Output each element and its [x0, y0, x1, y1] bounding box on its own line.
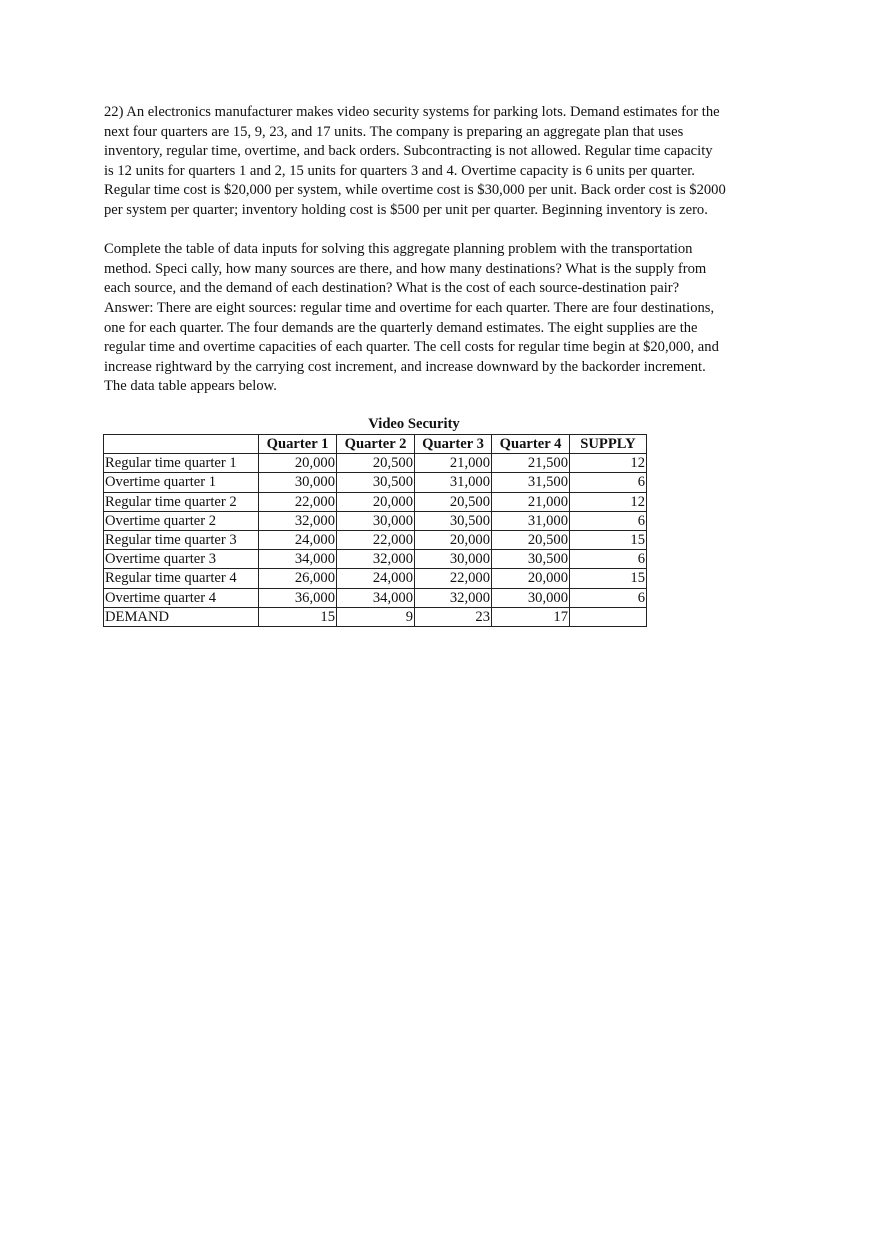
value-cell: 30,000 — [492, 588, 570, 607]
value-cell: 24,000 — [259, 530, 337, 549]
text-line: The data table appears below. — [104, 378, 277, 395]
table-row — [104, 588, 647, 607]
text-line: inventory, regular time, overtime, and back orders. Subcontracting is not allowed. Regular time capacity — [104, 143, 713, 160]
value-cell: 6 — [570, 511, 647, 530]
value-cell: 34,000 — [259, 550, 337, 569]
value-cell: 6 — [570, 588, 647, 607]
row-label-cell: Regular time quarter 4 — [104, 569, 259, 588]
row-label-cell: Regular time quarter 1 — [104, 454, 259, 473]
header-cell: Quarter 4 — [492, 435, 570, 454]
table-row — [104, 569, 647, 588]
value-cell: 6 — [570, 550, 647, 569]
row-label-cell: Overtime quarter 3 — [104, 550, 259, 569]
value-cell: 31,500 — [492, 473, 570, 492]
text-line: increase rightward by the carrying cost increment, and increase downward by the backorder increment. — [104, 358, 706, 375]
value-cell: 34,000 — [337, 588, 415, 607]
value-cell: 12 — [570, 492, 647, 511]
value-cell: 36,000 — [259, 588, 337, 607]
value-cell: 20,500 — [337, 454, 415, 473]
value-cell: 32,000 — [259, 511, 337, 530]
value-cell: 20,000 — [415, 530, 492, 549]
value-cell: 6 — [570, 473, 647, 492]
text-line: per system per quarter; inventory holding cost is $500 per unit per quarter. Beginning inventory is zero. — [104, 201, 708, 218]
value-cell: 12 — [570, 454, 647, 473]
table-row — [104, 530, 647, 549]
text-line: regular time and overtime capacities of each quarter. The cell costs for regular time begin at $20,000, and — [104, 339, 719, 356]
table-row — [104, 492, 647, 511]
value-cell: 21,000 — [492, 492, 570, 511]
value-cell: 30,000 — [415, 550, 492, 569]
value-cell: 22,000 — [337, 530, 415, 549]
value-cell: 31,000 — [492, 511, 570, 530]
table-row — [104, 511, 647, 530]
value-cell: 17 — [492, 607, 570, 626]
text-line: one for each quarter. The four demands are the quarterly demand estimates. The eight supplies are the — [104, 319, 698, 336]
value-cell: 30,000 — [337, 511, 415, 530]
value-cell: 26,000 — [259, 569, 337, 588]
text-line: each source, and the demand of each destination? What is the cost of each source-destination pair? — [104, 280, 680, 297]
header-cell: Quarter 3 — [415, 435, 492, 454]
value-cell: 30,500 — [492, 550, 570, 569]
value-cell: 24,000 — [337, 569, 415, 588]
header-row — [104, 435, 647, 454]
value-cell: 31,000 — [415, 473, 492, 492]
header-cell: Quarter 1 — [259, 435, 337, 454]
table-row — [104, 550, 647, 569]
text-line: Complete the table of data inputs for solving this aggregate planning problem with the transportation — [104, 241, 693, 258]
data-table-section — [103, 415, 649, 627]
value-cell: 20,000 — [259, 454, 337, 473]
value-cell: 9 — [337, 607, 415, 626]
table-title: Video Security — [368, 416, 460, 432]
value-cell: 30,000 — [259, 473, 337, 492]
row-label-cell: Regular time quarter 3 — [104, 530, 259, 549]
value-cell: 20,000 — [337, 492, 415, 511]
row-label-cell: DEMAND — [104, 607, 259, 626]
value-cell — [570, 607, 647, 626]
text-line: Answer: There are eight sources: regular time and overtime for each quarter. There are four destinations, — [104, 299, 715, 316]
answer-paragraph — [104, 240, 784, 397]
value-cell: 15 — [570, 569, 647, 588]
text-line: next four quarters are 15, 9, 23, and 17 units. The company is preparing an aggregate plan that uses — [104, 123, 684, 140]
text-line: Regular time cost is $20,000 per system, while overtime cost is $30,000 per unit. Back order cost is $2000 — [104, 182, 726, 199]
value-cell: 32,000 — [415, 588, 492, 607]
table-row — [104, 473, 647, 492]
data-table — [103, 434, 647, 627]
row-label-cell: Regular time quarter 2 — [104, 492, 259, 511]
value-cell: 22,000 — [415, 569, 492, 588]
text-line: method. Speci cally, how many sources are there, and how many destinations? What is the supply from — [104, 260, 707, 277]
problem-paragraph — [104, 103, 784, 221]
value-cell: 22,000 — [259, 492, 337, 511]
value-cell: 23 — [415, 607, 492, 626]
value-cell: 21,500 — [492, 454, 570, 473]
value-cell: 30,500 — [337, 473, 415, 492]
value-cell: 15 — [259, 607, 337, 626]
row-label-cell: Overtime quarter 1 — [104, 473, 259, 492]
header-cell: SUPPLY — [570, 435, 647, 454]
table-row — [104, 454, 647, 473]
value-cell: 15 — [570, 530, 647, 549]
value-cell: 30,500 — [415, 511, 492, 530]
row-label-cell: Overtime quarter 4 — [104, 588, 259, 607]
table-body — [104, 454, 647, 627]
value-cell: 20,500 — [415, 492, 492, 511]
value-cell: 20,500 — [492, 530, 570, 549]
value-cell: 21,000 — [415, 454, 492, 473]
header-cell — [104, 435, 259, 454]
value-cell: 20,000 — [492, 569, 570, 588]
row-label-cell: Overtime quarter 2 — [104, 511, 259, 530]
text-line: 22) An electronics manufacturer makes video security systems for parking lots. Demand estimates for the — [104, 104, 720, 120]
value-cell: 32,000 — [337, 550, 415, 569]
problem-text — [104, 103, 784, 397]
header-cell: Quarter 2 — [337, 435, 415, 454]
text-line: is 12 units for quarters 1 and 2, 15 units for quarters 3 and 4. Overtime capacity is 6 units per quarter. — [104, 162, 695, 179]
table-row — [104, 607, 647, 626]
